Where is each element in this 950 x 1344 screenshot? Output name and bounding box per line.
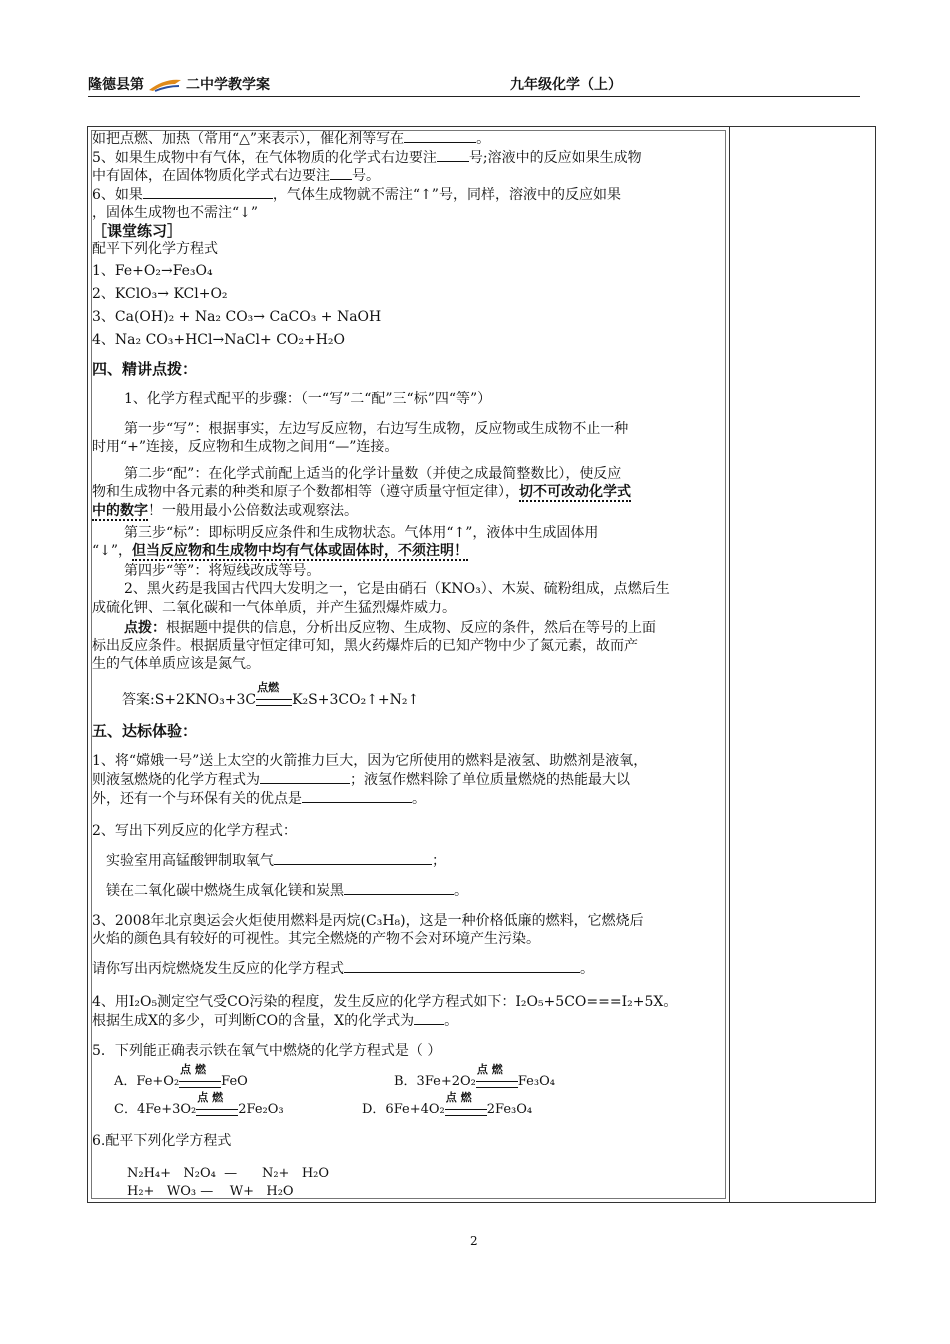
q4-a: 4、用I₂O₅测定空气受CO污染的程度，发生反应的化学方程式如下：I₂O₅+5CO===I₂+5X。 <box>92 994 678 1010</box>
section-4-title: 四、精讲点拨： <box>92 360 198 378</box>
practice-eq-2: 2、KClO₃→ KCl+O₂ <box>92 286 228 302</box>
q3-c: 请你写出丙烷燃烧发生反应的化学方程式 。 <box>92 961 594 977</box>
q6-eq-1: N₂H₄+ N₂O₄ — N₂+ H₂O <box>127 1166 330 1181</box>
header-left-b: 二中学教学案 <box>186 77 270 93</box>
q2-b: 镁在二氧化碳中燃烧生成氧化镁和炭黑 。 <box>106 883 468 899</box>
s4-step4: 第四步“等”：将短线改成等号。 <box>124 563 321 579</box>
q5-title: 5．下列能正确表示铁在氧气中燃烧的化学方程式是（ ） <box>92 1043 442 1059</box>
page-number: 2 <box>470 1234 478 1248</box>
q6-eq-2: H₂+ WO₃ — W+ H₂O <box>127 1184 294 1199</box>
school-name <box>88 74 270 94</box>
q5-option-a[interactable]: A．Fe+O₂ 点 燃 FeO <box>114 1063 248 1089</box>
practice-eq-3: 3、Ca(OH)₂ + Na₂ CO₃→ CaCO₃ + NaOH <box>92 309 382 325</box>
q1-c: 外，还有一个与环保有关的优点是 。 <box>92 791 426 807</box>
section-5-title: 五、达标体验： <box>92 722 198 740</box>
notes-column <box>728 126 876 1203</box>
q6-title: 6.配平下列化学方程式 <box>92 1133 232 1149</box>
practice-title: ［课堂练习］ <box>92 222 183 240</box>
s4-step1-a: 第一步“写”：根据事实，左边写反应物，右边写生成物，反应物或生成物不止一种 <box>124 421 629 437</box>
q3-b: 火焰的颜色具有较好的可视性。其完全燃烧的产物不会对环境产生污染。 <box>92 931 540 947</box>
q3-a: 3、2008年北京奥运会火炬使用燃料是丙烷(C₃H₈)，这是一种价格低廉的燃料，它燃烧后 <box>92 913 644 929</box>
s4-step3-a: 第三步“标”：即标明反应条件和生成物状态。气体用“↑”，液体中生成固体用 <box>124 525 599 541</box>
s4-answer: 答案:S+2KNO₃+3C 点燃 K₂S+3CO₂↑+N₂↑ <box>122 681 420 708</box>
s4-gunpowder-b: 成硫化钾、二氧化碳和一气体单质，并产生猛烈爆炸威力。 <box>92 600 456 616</box>
s4-hint-c: 生的气体单质应该是氮气。 <box>92 656 260 672</box>
q4-b: 根据生成X的多少，可判断CO的含量，X的化学式为 。 <box>92 1013 459 1029</box>
line-4: 6、如果 ，气体生成物就不需注“↑”号，同样，溶液中的反应如果 <box>92 187 621 203</box>
practice-intro: 配平下列化学方程式 <box>92 241 218 257</box>
page-header <box>88 72 860 97</box>
course-title: 九年级化学（上） <box>510 77 622 93</box>
s4-gunpowder-a: 2、黑火药是我国古代四大发明之一，它是由硝石（KNO₃）、木炭、硫粉组成，点燃后生 <box>124 581 670 597</box>
header-left-a: 隆德县第 <box>88 77 144 93</box>
line-1: 如把点燃、加热（常用“△”来表示），催化剂等写在 。 <box>92 131 491 147</box>
line-5: ，固体生成物也不需注“↓” <box>92 205 259 221</box>
q5-option-d[interactable]: D．6Fe+4O₂ 点 燃 2Fe₃O₄ <box>362 1091 533 1117</box>
q1-a: 1、将“嫦娥一号”送上太空的火箭推力巨大，因为它所使用的燃料是液氢、助燃剂是液氧， <box>92 753 648 769</box>
q2-a: 实验室用高锰酸钾制取氧气 ； <box>106 853 446 869</box>
q5-option-b[interactable]: B．3Fe+2O₂ 点 燃 Fe₃O₄ <box>394 1063 555 1089</box>
s4-hint-b: 标出反应条件。根据质量守恒定律可知，黑火药爆炸后的已知产物中少了氮元素，故而产 <box>92 638 638 654</box>
q5-option-c[interactable]: C．4Fe+3O₂ 点 燃 2Fe₂O₃ <box>114 1091 284 1117</box>
s4-step3-b: “↓”，但当反应物和生成物中均有气体或固体时，不须注明！ <box>92 543 469 559</box>
s4-hint-a: 点拨：根据题中提供的信息，分析出反应物、生成物、反应的条件，然后在等号的上面 <box>124 620 656 636</box>
practice-eq-1: 1、Fe+O₂→Fe₃O₄ <box>92 263 213 279</box>
q2-title: 2、写出下列反应的化学方程式： <box>92 823 297 839</box>
school-logo-icon <box>145 76 185 94</box>
line-2: 5、如果生成物中有气体，在气体物质的化学式右边要注 号;溶液中的反应如果生成物 <box>92 150 642 166</box>
q1-b: 则液氢燃烧的化学方程式为 ；液氢作燃料除了单位质量燃烧的热能最大以 <box>92 772 630 788</box>
s4-step-intro: 1、化学方程式配平的步骤：（一“写”二“配”三“标”四“等”） <box>124 391 492 407</box>
s4-step1-b: 时用“+”连接，反应物和生成物之间用“—”连接。 <box>92 439 399 455</box>
practice-eq-4: 4、Na₂ CO₃+HCl→NaCl+ CO₂+H₂O <box>92 332 346 348</box>
s4-step2-c: 中的数字！一般用最小公倍数法或观察法。 <box>92 503 358 519</box>
line-3: 中有固体，在固体物质化学式右边要注 号。 <box>92 168 380 184</box>
s4-step2-b: 物和生成物中各元素的种类和原子个数都相等（遵守质量守恒定律），切不可改动化学式 <box>92 484 631 500</box>
s4-step2-a: 第二步“配”：在化学式前配上适当的化学计量数（并使之成最简整数比），使反应 <box>124 466 622 482</box>
